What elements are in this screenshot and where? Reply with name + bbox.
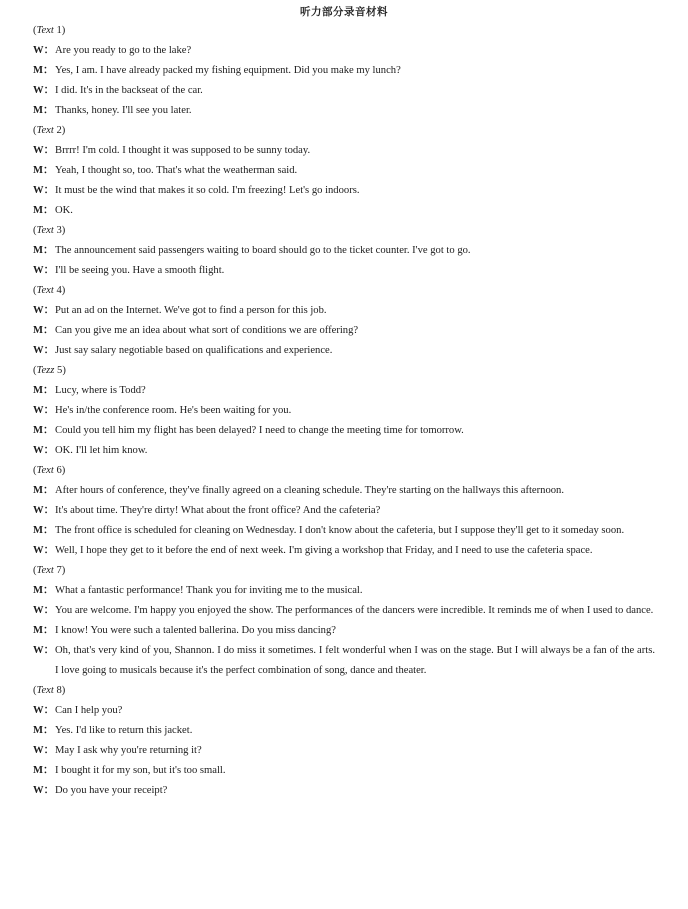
section-label <box>33 561 655 581</box>
dialogue-text: Can you give me an idea about what sort of conditions we are offering? <box>55 325 359 336</box>
dialogue-line <box>33 541 655 561</box>
dialogue-line <box>33 641 655 681</box>
dialogue-text: The front office is scheduled for cleaning on Wednesday. I don't know about the cafeteria, but I suppose they'll get to it someday soon. <box>55 525 625 536</box>
dialogue-text: The announcement said passengers waiting to board should go to the ticket counter. I've got to go. <box>55 245 471 256</box>
dialogue-text: I know! You were such a talented ballerina. Do you miss dancing? <box>55 625 336 636</box>
section-label-number: 2) <box>53 125 66 136</box>
speaker-label: M： <box>33 485 54 496</box>
section-label-word: Text <box>36 285 54 296</box>
speaker-label: M： <box>33 105 54 116</box>
dialogue-text: Yes, I am. I have already packed my fishing equipment. Did you make my lunch? <box>55 65 401 76</box>
speaker-label: W： <box>33 405 55 416</box>
section-label-number: 5) <box>54 365 66 376</box>
speaker-label: W： <box>33 445 55 456</box>
speaker-label: W： <box>33 45 55 56</box>
dialogue-text: What a fantastic performance! Thank you for inviting me to the musical. <box>55 585 363 596</box>
dialogue-line <box>33 141 655 161</box>
dialogue-text: I did. It's in the backseat of the car. <box>55 85 203 96</box>
speaker-label: M： <box>33 385 54 396</box>
speaker-label: W： <box>33 185 55 196</box>
section-label-word: Tezz <box>36 365 55 376</box>
dialogue-text: OK. I'll let him know. <box>55 445 148 456</box>
dialogue-line <box>33 341 655 361</box>
dialogue-line <box>33 761 655 781</box>
speaker-label: M： <box>33 65 54 76</box>
dialogue-line <box>33 321 655 341</box>
section-label-number: 6) <box>53 465 66 476</box>
dialogue-line <box>33 621 655 641</box>
section-label <box>33 21 655 41</box>
dialogue-line <box>33 61 655 81</box>
speaker-label: W： <box>33 605 55 616</box>
dialogue-text: Yes. I'd like to return this jacket. <box>55 725 193 736</box>
dialogue-text: Yeah, I thought so, too. That's what the weatherman said. <box>55 165 298 176</box>
speaker-label: W： <box>33 705 55 716</box>
dialogue-line <box>33 721 655 741</box>
dialogue-text: He's in/the conference room. He's been waiting for you. <box>55 405 292 416</box>
dialogue-line <box>33 581 655 601</box>
dialogue-line <box>33 441 655 461</box>
dialogue-text: Are you ready to go to the lake? <box>55 45 192 56</box>
speaker-label: W： <box>33 145 55 156</box>
dialogue-line <box>33 201 655 221</box>
speaker-label: W： <box>33 785 55 796</box>
dialogue-text: Can I help you? <box>55 705 123 716</box>
dialogue-text: You are welcome. I'm happy you enjoyed the show. The performances of the dancers were incredible. It reminds me of when I used to dance. <box>55 605 654 616</box>
section-label <box>33 361 655 381</box>
speaker-label: W： <box>33 505 55 516</box>
section-label-number: 4) <box>53 285 66 296</box>
dialogue-line <box>33 301 655 321</box>
dialogue-text: I bought it for my son, but it's too small. <box>55 765 226 776</box>
dialogue-text: I'll be seeing you. Have a smooth flight. <box>55 265 225 276</box>
speaker-label: M： <box>33 325 54 336</box>
section-label-word: Text <box>36 225 54 236</box>
dialogue-line <box>33 521 655 541</box>
speaker-label: M： <box>33 525 54 536</box>
speaker-label: W： <box>33 265 55 276</box>
section-label-number: 7) <box>53 565 66 576</box>
section-label <box>33 121 655 141</box>
dialogue-text: Well, I hope they get to it before the end of next week. I'm giving a workshop that Friday, and I need to use the cafeteria space. <box>55 545 593 556</box>
speaker-label: M： <box>33 765 54 776</box>
dialogue-line <box>33 701 655 721</box>
speaker-label: W： <box>33 745 55 756</box>
section-label-open: ( <box>33 25 37 36</box>
dialogue-line <box>33 421 655 441</box>
page-title: 听力部分录音材料 <box>300 6 388 18</box>
speaker-label: M： <box>33 245 54 256</box>
dialogue-line <box>33 41 655 61</box>
dialogue-text: Brrrr! I'm cold. I thought it was supposed to be sunny today. <box>55 145 311 156</box>
dialogue-line <box>33 481 655 501</box>
dialogue-line <box>33 601 655 621</box>
dialogue-text: Oh, that's very kind of you, Shannon. I do miss it sometimes. I felt wonderful when I was on the stage. But I will always be a fan of the arts. I love going to musicals because it's the perfect combination of song, dance and theater. <box>55 645 655 676</box>
dialogue-line <box>33 81 655 101</box>
section-label <box>33 221 655 241</box>
dialogue-text: May I ask why you're returning it? <box>55 745 202 756</box>
section-label-open: ( <box>33 225 37 236</box>
speaker-label: M： <box>33 165 54 176</box>
dialogue-text: Could you tell him my flight has been delayed? I need to change the meeting time for tomorrow. <box>55 425 464 436</box>
transcript <box>33 21 655 801</box>
speaker-label: M： <box>33 585 54 596</box>
section-label-word: Text <box>36 685 54 696</box>
speaker-label: M： <box>33 425 54 436</box>
section-label-number: 1) <box>53 25 66 36</box>
dialogue-line <box>33 401 655 421</box>
dialogue-line <box>33 101 655 121</box>
section-label <box>33 681 655 701</box>
dialogue-text: After hours of conference, they've finally agreed on a cleaning schedule. They're starting on the hallways this afternoon. <box>55 485 564 496</box>
speaker-label: W： <box>33 545 55 556</box>
speaker-label: M： <box>33 625 54 636</box>
speaker-label: W： <box>33 345 55 356</box>
dialogue-line <box>33 781 655 801</box>
dialogue-line <box>33 161 655 181</box>
dialogue-text: OK. <box>55 205 73 216</box>
dialogue-text: Do you have your receipt? <box>55 785 168 796</box>
section-label-open: ( <box>33 565 37 576</box>
dialogue-text: Thanks, honey. I'll see you later. <box>55 105 192 116</box>
section-label <box>33 281 655 301</box>
dialogue-line <box>33 241 655 261</box>
speaker-label: W： <box>33 305 55 316</box>
speaker-label: W： <box>33 645 55 656</box>
section-label-word: Text <box>36 125 54 136</box>
dialogue-line <box>33 741 655 761</box>
speaker-label: M： <box>33 725 54 736</box>
speaker-label: M： <box>33 205 54 216</box>
section-label-word: Text <box>36 465 54 476</box>
section-label-open: ( <box>33 365 37 376</box>
section-label <box>33 461 655 481</box>
section-label-open: ( <box>33 125 37 136</box>
dialogue-text: Put an ad on the Internet. We've got to find a person for this job. <box>55 305 327 316</box>
section-label-word: Text <box>36 565 54 576</box>
section-label-open: ( <box>33 285 37 296</box>
speaker-label: W： <box>33 85 55 96</box>
dialogue-text: It must be the wind that makes it so cold. I'm freezing! Let's go indoors. <box>55 185 360 196</box>
dialogue-line <box>33 261 655 281</box>
dialogue-line <box>33 501 655 521</box>
dialogue-text: It's about time. They're dirty! What about the front office? And the cafeteria? <box>55 505 381 516</box>
section-label-number: 3) <box>53 225 66 236</box>
dialogue-text: Lucy, where is Todd? <box>55 385 146 396</box>
section-label-word: Text <box>36 25 54 36</box>
dialogue-line <box>33 381 655 401</box>
section-label-number: 8) <box>53 685 66 696</box>
dialogue-text: Just say salary negotiable based on qualifications and experience. <box>55 345 333 356</box>
dialogue-line <box>33 181 655 201</box>
section-label-open: ( <box>33 465 37 476</box>
section-label-open: ( <box>33 685 37 696</box>
